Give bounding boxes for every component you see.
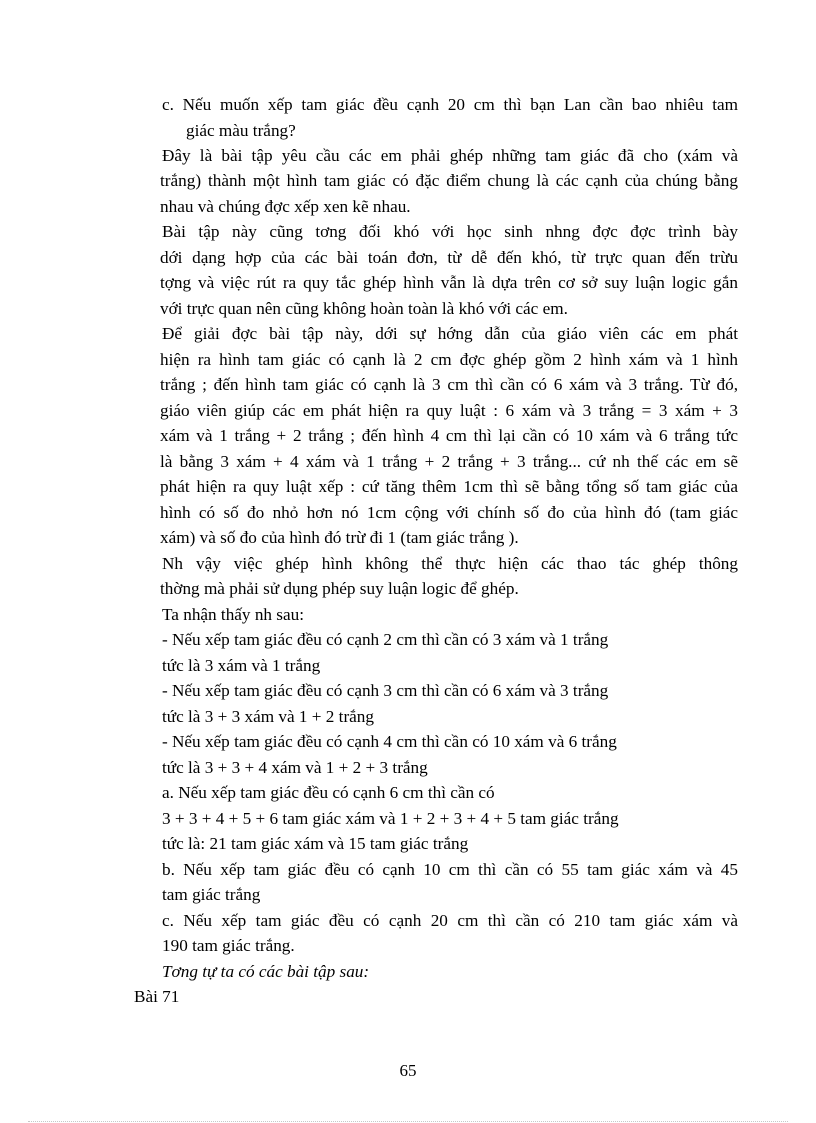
text-line: nhau và chúng đợc xếp xen kẽ nhau. bbox=[160, 197, 411, 216]
text-line: giác màu trắng? bbox=[186, 121, 296, 140]
text-line: tam giác trắng bbox=[162, 885, 261, 904]
text-line: Đây là bài tập yêu cầu các em phải ghép những tam giác đã cho (xám và bbox=[162, 146, 738, 165]
text-line: trắng) thành một hình tam giác có đặc điểm chung là các cạnh của chúng bằng bbox=[160, 171, 738, 190]
text-line: Bài tập này cũng tơng đối khó với học sinh nhng đợc đợc trình bày bbox=[162, 222, 738, 241]
text-line: tức là 3 + 3 + 4 xám và 1 + 2 + 3 trắng bbox=[162, 758, 428, 777]
text-line: Bài 71 bbox=[134, 987, 180, 1006]
text-line: 3 + 3 + 4 + 5 + 6 tam giác xám và 1 + 2 + 3 + 4 + 5 tam giác trắng bbox=[162, 809, 619, 828]
page-number: 65 bbox=[399, 1061, 417, 1080]
text-line: giáo viên giúp các em phát hiện ra quy luật : 6 xám và 3 trắng = 3 xám + 3 bbox=[160, 401, 738, 420]
text-line: là bằng 3 xám + 4 xám và 1 trắng + 2 trắng + 3 trắng... cứ nh thế các em sẽ bbox=[160, 452, 738, 471]
text-line: thờng mà phải sử dụng phép suy luận logic để ghép. bbox=[160, 579, 519, 598]
text-line: với trực quan nên cũng không hoàn toàn là khó với các em. bbox=[160, 299, 568, 318]
footer-divider bbox=[28, 1121, 788, 1122]
text-line: xám) và số đo của hình đó trừ đi 1 (tam giác trắng ). bbox=[160, 528, 519, 547]
text-line: a. Nếu xếp tam giác đều có cạnh 6 cm thì cần có bbox=[162, 783, 495, 802]
text-line: tức là: 21 tam giác xám và 15 tam giác trắng bbox=[162, 834, 469, 853]
text-line: Ta nhận thấy nh sau: bbox=[162, 605, 304, 624]
text-line: - Nếu xếp tam giác đều có cạnh 2 cm thì cần có 3 xám và 1 trắng bbox=[162, 630, 609, 649]
text-line: tức là 3 + 3 xám và 1 + 2 trắng bbox=[162, 707, 374, 726]
text-line: Nh vậy việc ghép hình không thể thực hiện các thao tác ghép thông bbox=[162, 554, 738, 573]
text-line: dới dạng hợp của các bài toán đơn, từ dễ đến khó, từ trực quan đến trừu bbox=[160, 248, 738, 267]
text-line: b. Nếu xếp tam giác đều có cạnh 10 cm thì cần có 55 tam giác xám và 45 bbox=[162, 860, 738, 879]
text-line: c. Nếu xếp tam giác đều có cạnh 20 cm thì cần có 210 tam giác xám và bbox=[162, 911, 738, 930]
text-line: trắng ; đến hình tam giác có cạnh là 3 cm thì cần có 6 xám và 3 trắng. Từ đó, bbox=[160, 375, 738, 394]
text-line: - Nếu xếp tam giác đều có cạnh 3 cm thì cần có 6 xám và 3 trắng bbox=[162, 681, 609, 700]
text-line: Tơng tự ta có các bài tập sau: bbox=[162, 962, 370, 981]
text-line: tức là 3 xám và 1 trắng bbox=[162, 656, 321, 675]
text-line: tợng và việc rút ra quy tắc ghép hình vẫn là dựa trên cơ sở suy luận logic gắn bbox=[160, 273, 738, 292]
text-line: c. Nếu muốn xếp tam giác đều cạnh 20 cm thì bạn Lan cần bao nhiêu tam bbox=[162, 95, 738, 114]
text-line: phát hiện ra quy luật xếp : cứ tăng thêm 1cm thì sẽ bằng tổng số tam giác của bbox=[160, 477, 738, 496]
text-line: hình có số đo nhỏ hơn nó 1cm cộng với chính số đo của hình đó (tam giác bbox=[160, 503, 738, 522]
text-line: hiện ra hình tam giác có cạnh là 2 cm đợc ghép gồm 2 hình xám và 1 hình bbox=[160, 350, 738, 369]
text-line: 190 tam giác trắng. bbox=[162, 936, 295, 955]
text-line: xám và 1 trắng + 2 trắng ; đến hình 4 cm thì lại cần có 10 xám và 6 trắng tức bbox=[160, 426, 738, 445]
text-line: Để giải đợc bài tập này, dới sự hớng dẫn của giáo viên các em phát bbox=[162, 324, 738, 343]
text-line: - Nếu xếp tam giác đều có cạnh 4 cm thì cần có 10 xám và 6 trắng bbox=[162, 732, 617, 751]
